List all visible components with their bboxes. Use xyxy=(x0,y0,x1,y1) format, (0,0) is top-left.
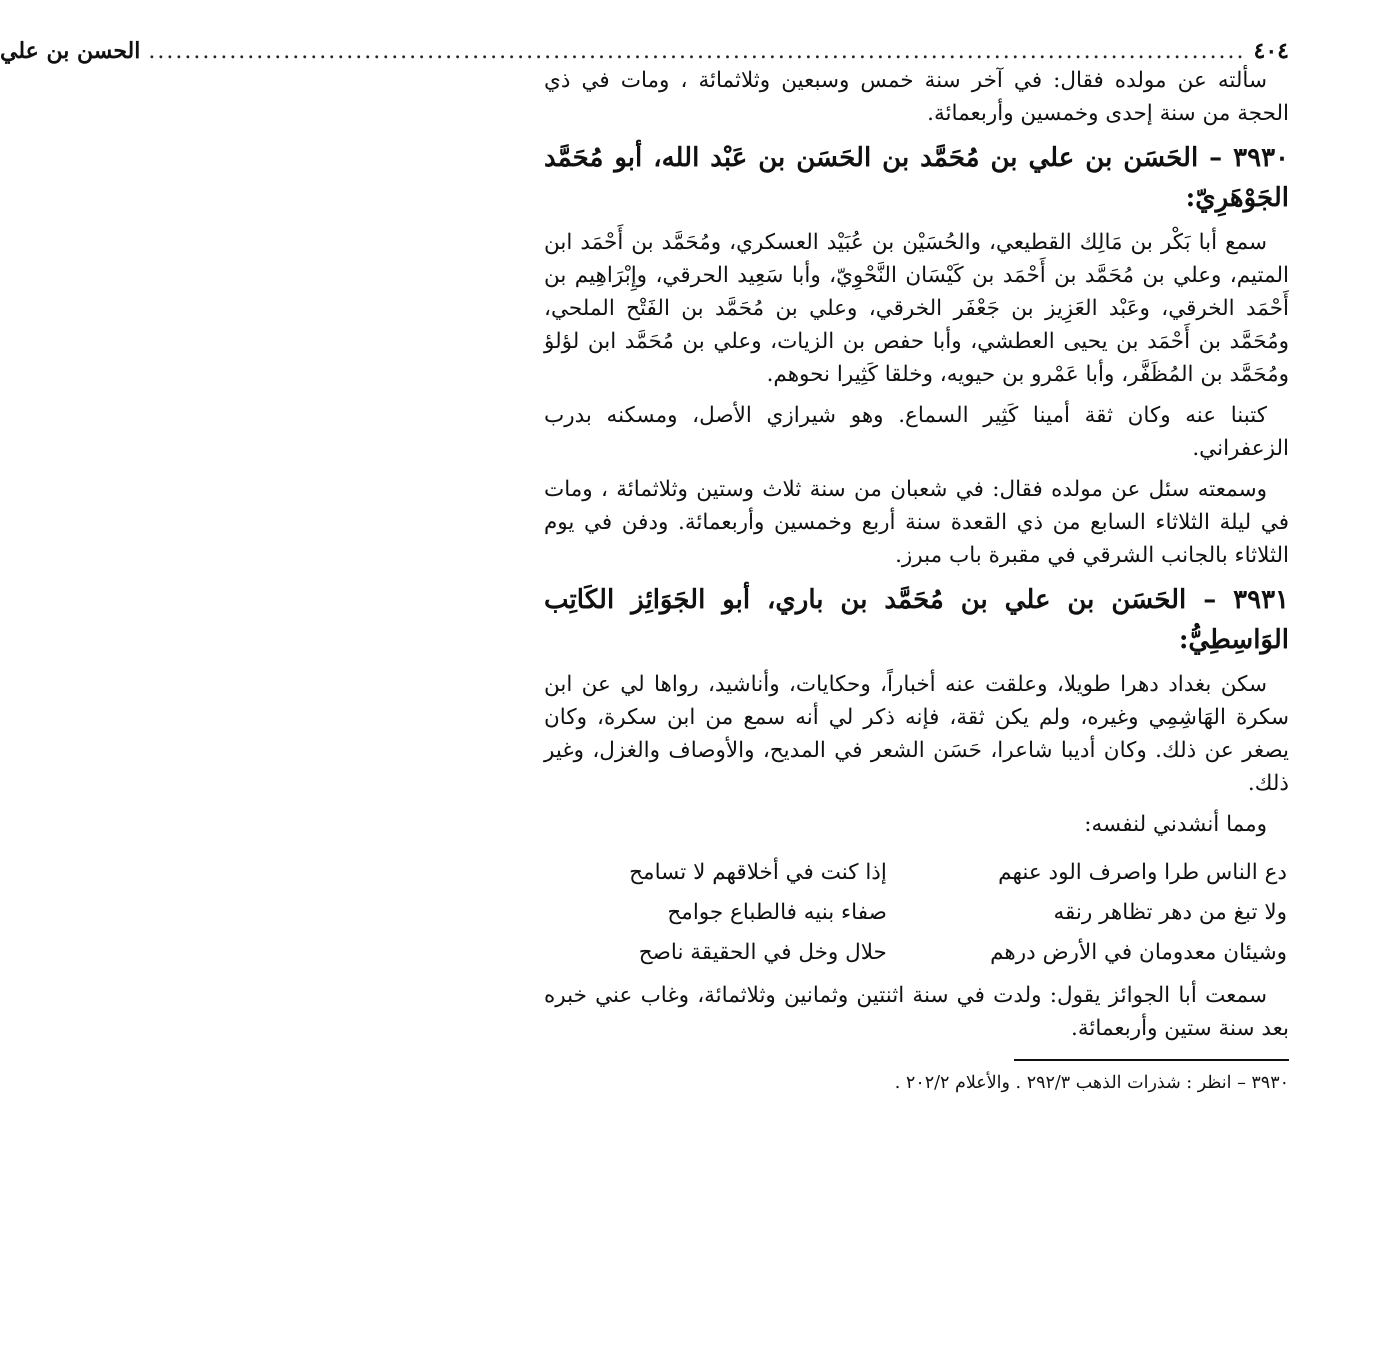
verse-first-hemistich: دع الناس طرا واصرف الود عنهم xyxy=(998,860,1287,885)
verse-first-hemistich: وشيئان معدومان في الأرض درهم xyxy=(990,940,1287,965)
book-page xyxy=(0,28,1289,1097)
entry-3931-paragraph-1: سكن بغداد دهرا طويلا، وعلقت عنه أخباراً، وحكايات، وأناشيد، رواها لي عن ابن سكرة الهَاشِمِي وغيره، ولم يكن ثقة، فإنه ذكر لي أنه سمع من ابن سكرة، وكان يصغر عن ذلك. وكان أديبا شاعرا، حَسَن الشعر في المديح، والأوصاف والغزل، وغير ذلك. xyxy=(544,672,1289,796)
verse-second-hemistich: حلال وخل في الحقيقة ناصح xyxy=(638,940,887,965)
page-number: ٤٠٤ xyxy=(1253,38,1289,64)
poem-verse xyxy=(544,933,1289,973)
entry-3930-heading: ٣٩٣٠ – الحَسَن بن علي بن مُحَمَّد بن الحَسَن بن عَبْد الله، أبو مُحَمَّد الجَوْهَرِيّ: xyxy=(544,143,1289,213)
poem-verse xyxy=(544,853,1289,893)
entry-3930-paragraph-1: سمع أبا بَكْر بن مَالِك القطيعي، والحُسَيْن بن عُبَيْد العسكري، ومُحَمَّد بن أَحْمَد ابن المتيم، وعلي بن مُحَمَّد بن أَحْمَد بن كَيْسَان النَّحْوِيّ، وأبا سَعِيد الحرقي، وإِبْرَاهِيم بن أَحْمَد الخرقي، وعَبْد العَزِيز بن جَعْفَر الخرقي، وعلي بن مُحَمَّد بن الفَتْح الملحي، ومُحَمَّد بن أَحْمَد بن يحيى العطشي، وأبا حفص بن الزيات، وعلي بن مُحَمَّد ابن لؤلؤ ومُحَمَّد بن المُظَفَّر، وأبا عَمْرو بن حيويه، وخلقا كَثِيرا نحوهم. xyxy=(544,230,1289,387)
running-header xyxy=(0,28,1289,64)
running-title: الحسن بن علي xyxy=(0,38,141,64)
verse-second-hemistich: صفاء بنيه فالطباع جوامح xyxy=(667,900,887,925)
verse-second-hemistich: إذا كنت في أخلاقهم لا تسامح xyxy=(629,860,887,885)
verse-first-hemistich: ولا تبغ من دهر تظاهر رنقه xyxy=(1053,900,1287,925)
entry-3931-closing: سمعت أبا الجوائز يقول: ولدت في سنة اثنتين وثمانين وثلاثمائة، وغاب عني خبره بعد سنة ستين وأربعمائة. xyxy=(544,983,1289,1041)
leader-dots: .......................................................................................................................... xyxy=(148,39,1246,64)
footnote: ٣٩٣٠ – انظر : شذرات الذهب ٢٩٢/٣ . والأعلام ٢٠٢/٢ . xyxy=(894,1073,1289,1093)
poem-verse xyxy=(544,893,1289,933)
intro-paragraph: سألته عن مولده فقال: في آخر سنة خمس وسبعين وثلاثمائة ، ومات في ذي الحجة من سنة إحدى وخمسين وأربعمائة. xyxy=(544,68,1289,126)
footnote-divider xyxy=(1014,1059,1289,1061)
entry-3930-paragraph-3: وسمعته سئل عن مولده فقال: في شعبان من سنة ثلاث وستين وثلاثمائة ، ومات في ليلة الثلاثاء السابع من ذي القعدة سنة أربع وخمسين وأربعمائة. ودفن في يوم الثلاثاء بالجانب الشرقي في مقبرة باب مبرز. xyxy=(544,477,1289,568)
entry-3930-paragraph-2: كتبنا عنه وكان ثقة أمينا كَثِير السماع. وهو شيرازي الأصل، ومسكنه بدرب الزعفراني. xyxy=(544,403,1289,461)
entry-3931-heading: ٣٩٣١ – الحَسَن بن علي بن مُحَمَّد بن باري، أبو الجَوَائِز الكَاتِب الوَاسِطِيُّ: xyxy=(544,585,1289,655)
entry-3931-paragraph-2: ومما أنشدني لنفسه: xyxy=(1084,812,1267,837)
poem xyxy=(544,853,1289,973)
